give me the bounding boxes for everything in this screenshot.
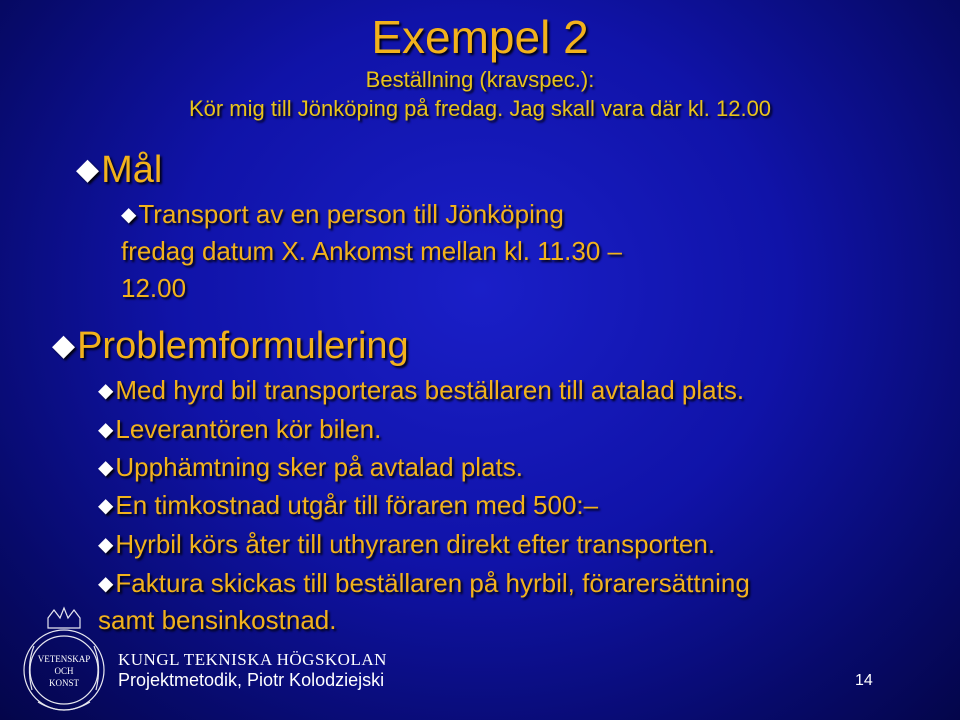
footer-author: Projektmetodik, Piotr Kolodziejski [118,670,385,690]
seal-text-line3: KONST [48,678,80,688]
mal-item-line1 [121,198,564,232]
problem-item [98,451,523,485]
diamond-bullet-icon: ◆ [98,419,114,441]
page-number: 14 [855,672,873,689]
slide-subtitle-line2: Kör mig till Jönköping på fredag. Jag skall vara där kl. 12.00 [188,96,772,121]
mal-item-line3: 12.00 [121,273,187,303]
mal-item-text-line1: Transport av en person till Jönköping [138,199,564,229]
problem-item-text: Hyrbil körs åter till uthyraren direkt efter transporten. [115,529,716,559]
diamond-bullet-icon: ◆ [98,495,114,517]
problem-item [98,528,715,562]
diamond-bullet-icon: ◆ [52,329,76,362]
slide-title: Exempel 2 [371,11,589,63]
problem-item-text: En timkostnad utgår till föraren med 500:– [115,490,599,520]
heading-problemformulering [52,324,409,368]
heading-mal [76,148,162,192]
problem-item-continuation: samt bensinkostnad. [98,605,337,635]
problem-item [98,567,750,601]
diamond-bullet-icon: ◆ [98,573,114,595]
seal-text-line1: VETENSKAP [37,654,91,664]
footer [0,636,960,720]
problem-item-text: Faktura skickas till beställaren på hyrbil, förarersättning [115,568,750,598]
problem-item-text: Upphämtning sker på avtalad plats. [115,452,523,482]
problem-item [98,489,598,523]
problem-item-text: Leverantören kör bilen. [115,414,382,444]
seal-text-line2: OCH [54,666,74,676]
problem-item-text: Med hyrd bil transporteras beställaren till avtalad plats. [115,375,745,405]
diamond-bullet-icon: ◆ [121,204,137,226]
problem-item [98,413,381,447]
mal-item-line2: fredag datum X. Ankomst mellan kl. 11.30 – [121,236,623,266]
heading-problemformulering-text: Problemformulering [77,325,409,367]
diamond-bullet-icon: ◆ [76,153,100,186]
diamond-bullet-icon: ◆ [98,534,114,556]
institution-name: KUNGL TEKNISKA HÖGSKOLAN [118,650,387,669]
diamond-bullet-icon: ◆ [98,380,114,402]
problem-item [98,374,744,408]
kth-seal-logo [18,606,110,716]
diamond-bullet-icon: ◆ [98,457,114,479]
slide-subtitle-line1: Beställning (kravspec.): [365,67,595,92]
heading-mal-text: Mål [101,149,163,191]
